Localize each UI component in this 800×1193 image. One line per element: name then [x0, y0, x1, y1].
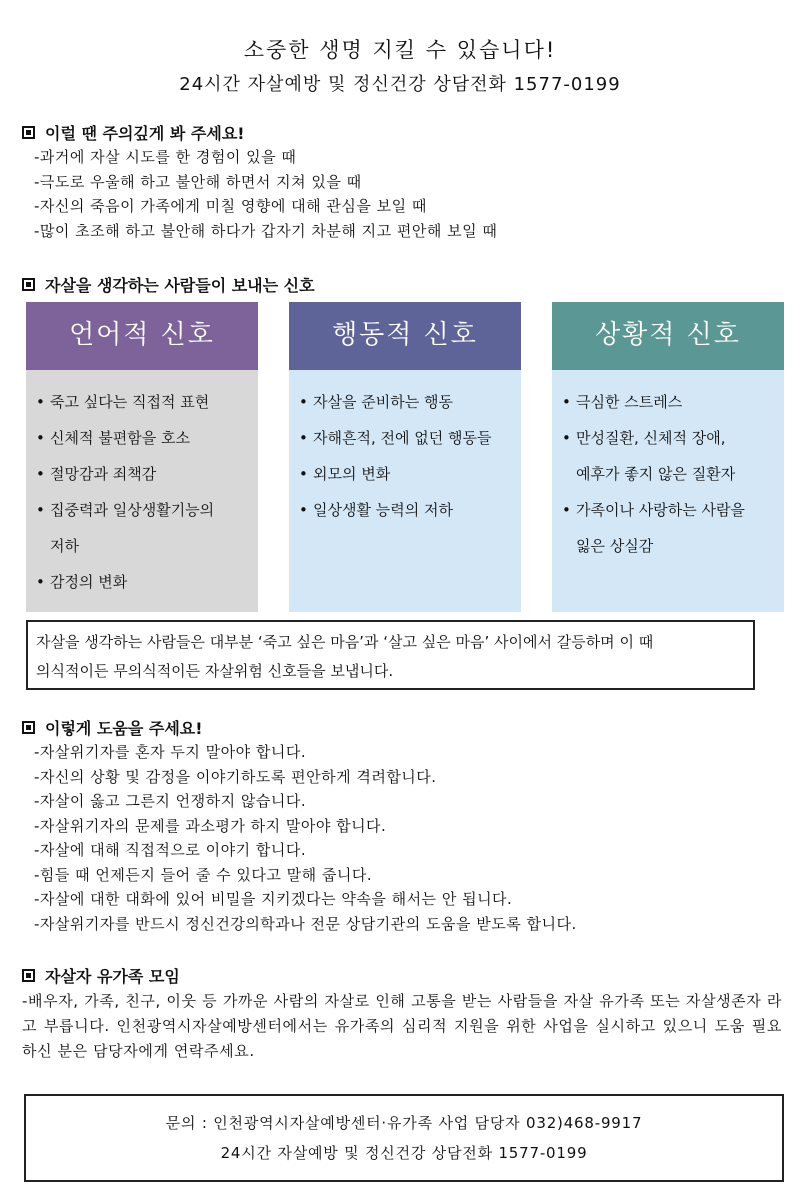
list-item: -극도로 우울해 하고 불안해 하면서 지쳐 있을 때	[34, 172, 362, 191]
list-item: • 집중력과 일상생활기능의	[36, 492, 248, 528]
list-item-continuation: 예후가 좋지 않은 질환자	[576, 465, 736, 483]
contact-line: 문의 : 인천광역시자살예방센터·유가족 사업 담당자 032)468-9917	[165, 1114, 643, 1132]
square-bullet-icon	[22, 126, 35, 139]
bereaved-heading	[22, 963, 782, 987]
list-item: -힘들 때 언제든지 들어 줄 수 있다고 말해 줍니다.	[34, 865, 373, 884]
warning-heading	[22, 120, 782, 144]
list-item: • 신체적 불편함을 호소	[36, 420, 248, 456]
help-section	[22, 715, 782, 936]
help-heading	[22, 715, 782, 739]
behavioral-signal-body	[289, 370, 521, 612]
list-item: -자살에 대해 직접적으로 이야기 합니다.	[34, 841, 307, 859]
verbal-signal-title: 언어적 신호	[26, 302, 258, 370]
list-item: -자살이 옳고 그른지 언쟁하지 않습니다.	[34, 792, 307, 810]
page-title: 소중한 생명 지킬 수 있습니다!	[243, 38, 557, 62]
contact-hotline: 24시간 자살예방 및 정신건강 상담전화 1577-0199	[220, 1144, 588, 1162]
list-item: -자신의 죽음이 가족에게 미칠 영향에 대해 관심을 보일 때	[34, 197, 427, 215]
behavioral-signal-title: 행동적 신호	[289, 302, 521, 370]
signals-heading-text: 자살을 생각하는 사람들이 보내는 신호	[45, 275, 315, 295]
list-item: -자살에 대한 대화에 있어 비밀을 지키겠다는 약속을 해서는 안 됩니다.	[34, 890, 513, 908]
list-item-continuation: 잃은 상실감	[576, 537, 654, 555]
square-bullet-icon	[22, 721, 35, 734]
list-item: • 감정의 변화	[36, 564, 248, 600]
list-item: • 절망감과 죄책감	[36, 456, 248, 492]
list-item: • 가족이나 사랑하는 사람을	[562, 492, 774, 528]
list-item: -자살위기자를 혼자 두지 말아야 합니다.	[34, 743, 307, 761]
hotline-subtitle: 24시간 자살예방 및 정신건강 상담전화 1577-0199	[179, 74, 621, 95]
list-item: • 자살을 준비하는 행동	[299, 384, 511, 420]
list-item: -자살위기자의 문제를 과소평가 하지 말아야 합니다.	[34, 816, 387, 835]
signals-heading	[22, 272, 782, 296]
bereaved-heading-text: 자살자 유가족 모임	[45, 966, 180, 986]
list-item: -자신의 상황 및 감정을 이야기하도록 편안하게 격려합니다.	[34, 767, 437, 786]
warning-heading-text: 이럴 땐 주의깊게 봐 주세요!	[45, 123, 245, 143]
situational-signal-card	[552, 302, 784, 612]
square-bullet-icon	[22, 969, 35, 982]
list-item: • 극심한 스트레스	[562, 384, 774, 420]
list-item: • 자해흔적, 전에 없던 행동들	[299, 420, 511, 456]
list-item: • 외모의 변화	[299, 456, 511, 492]
situational-signal-title: 상황적 신호	[552, 302, 784, 370]
warning-section	[22, 120, 782, 243]
signals-note-box	[26, 620, 755, 690]
behavioral-signal-card	[289, 302, 521, 612]
verbal-signal-card	[26, 302, 258, 612]
list-item: • 만성질환, 신체적 장애,	[562, 420, 774, 456]
list-item: • 죽고 싶다는 직접적 표현	[36, 384, 248, 420]
bereaved-section	[22, 963, 782, 1064]
signals-section	[22, 272, 782, 296]
situational-signal-body	[552, 370, 784, 612]
list-item: -자살위기자를 반드시 정신건강의학과나 전문 상담기관의 도움을 받도록 합니다.	[34, 914, 577, 933]
verbal-signal-body	[26, 370, 258, 612]
note-line: 자살을 생각하는 사람들은 대부분 ‘죽고 싶은 마음’과 ‘살고 싶은 마음’ 사이에서 갈등하며 이 때	[36, 633, 654, 651]
list-item: -과거에 자살 시도를 한 경험이 있을 때	[34, 148, 297, 166]
list-item: • 일상생활 능력의 저하	[299, 492, 511, 528]
help-heading-text: 이렇게 도움을 주세요!	[45, 718, 203, 738]
contact-box	[24, 1094, 784, 1182]
list-item-continuation: 저하	[50, 537, 79, 555]
bereaved-paragraph: -배우자, 가족, 친구, 이웃 등 가까운 사람의 자살로 인해 고통을 받는 사람들을 자살 유가족 또는 자살생존자 라고 부릅니다. 인천광역시자살예방센터에서는 유가족의 심리적 지원을 위한 사업을 실시하고 있으니 도움 필요 하신 분은 담당자에게 연락주세요.	[22, 992, 782, 1060]
note-line: 의식적이든 무의식적이든 자살위험 신호들을 보냅니다.	[36, 662, 394, 680]
square-bullet-icon	[22, 278, 35, 291]
list-item: -많이 초조해 하고 불안해 하다가 갑자기 차분해 지고 편안해 보일 때	[34, 221, 498, 240]
